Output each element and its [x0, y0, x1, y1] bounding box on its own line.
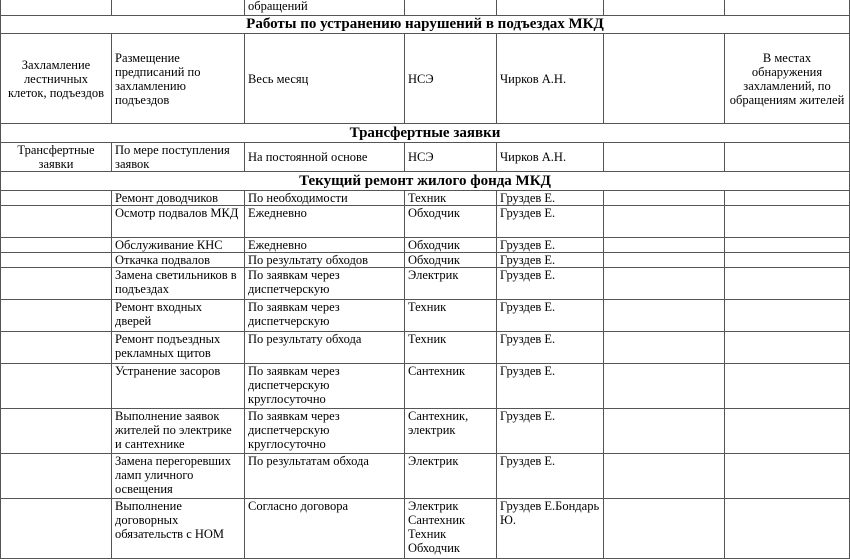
table-cell: По заявкам через диспетчерскую круглосуточно [245, 409, 405, 454]
table-cell [604, 332, 725, 364]
table-cell: Согласно договора [245, 499, 405, 559]
table-row [1, 34, 850, 124]
table-cell: Электрик [405, 454, 497, 499]
section-header [1, 124, 850, 143]
table-cell [604, 206, 725, 238]
table-cell: Груздев Е. [497, 300, 604, 332]
table-cell [1, 253, 112, 268]
table-cell: Ежедневно [245, 238, 405, 253]
table-cell: По результату обхода [245, 332, 405, 364]
table-cell: По необходимости [245, 191, 405, 206]
table-cell [1, 300, 112, 332]
table-cell: Груздев Е. [497, 191, 604, 206]
table-cell: Техник [405, 332, 497, 364]
table-cell: обращений [245, 0, 405, 16]
table-row [1, 206, 850, 238]
table-row [1, 364, 850, 409]
table-cell [725, 300, 850, 332]
table-cell: Груздев Е. [497, 238, 604, 253]
table-cell [604, 364, 725, 409]
table-cell: Обходчик [405, 206, 497, 238]
table-row [1, 268, 850, 300]
table-cell: Обходчик [405, 253, 497, 268]
table-cell: Замена перегоревших ламп уличного освещения [112, 454, 245, 499]
table-cell: Груздев Е. [497, 268, 604, 300]
table-cell: Замена светильников в подъездах [112, 268, 245, 300]
table-cell: Электрик Сантехник Техник Обходчик [405, 499, 497, 559]
table-row [1, 0, 850, 16]
table-row [1, 300, 850, 332]
table-cell: Устранение засоров [112, 364, 245, 409]
table-row [1, 191, 850, 206]
table-cell: НСЭ [405, 143, 497, 172]
table-cell: Весь месяц [245, 34, 405, 124]
table-row [1, 238, 850, 253]
table-cell: Осмотр подвалов МКД [112, 206, 245, 238]
table-cell [725, 191, 850, 206]
table-cell [1, 499, 112, 559]
table-cell [1, 206, 112, 238]
table-cell: Откачка подвалов [112, 253, 245, 268]
table-cell: Груздев Е. [497, 364, 604, 409]
table-cell: Чирков А.Н. [497, 143, 604, 172]
table-cell: Размещение предписаний по захламлению подъездов [112, 34, 245, 124]
table-cell: Ремонт входных дверей [112, 300, 245, 332]
table-cell [604, 238, 725, 253]
table-row [1, 409, 850, 454]
table-cell [725, 238, 850, 253]
section-header [1, 172, 850, 191]
table-cell [604, 454, 725, 499]
table-cell [725, 268, 850, 300]
table-cell: Обслуживание КНС [112, 238, 245, 253]
table-cell: Электрик [405, 268, 497, 300]
table-row [1, 454, 850, 499]
table-cell: Техник [405, 191, 497, 206]
table-cell: Обходчик [405, 238, 497, 253]
table-row [1, 332, 850, 364]
table-cell [725, 253, 850, 268]
table-cell: На постоянной основе [245, 143, 405, 172]
section-header [1, 16, 850, 34]
table-cell [725, 206, 850, 238]
section-title: Текущий ремонт жилого фонда МКД [1, 172, 850, 191]
table-cell: Ремонт подъездных рекламных щитов [112, 332, 245, 364]
table-cell [604, 300, 725, 332]
table-cell [725, 499, 850, 559]
table-cell: Выполнение заявок жителей по электрике и сантехнике [112, 409, 245, 454]
table-cell [725, 143, 850, 172]
table-row [1, 499, 850, 559]
table-cell: В местах обнаружения захламлений, по обращениям жителей [725, 34, 850, 124]
table-cell [1, 332, 112, 364]
table-cell: Сантехник, электрик [405, 409, 497, 454]
table-cell: Груздев Е. [497, 332, 604, 364]
table-cell: По заявкам через диспетчерскую [245, 268, 405, 300]
table-cell: По мере поступления заявок [112, 143, 245, 172]
table-cell: Захламление лестничных клеток, подъездов [1, 34, 112, 124]
table-cell [604, 499, 725, 559]
table-cell: Груздев Е.Бондарь Ю. [497, 499, 604, 559]
table-cell [604, 268, 725, 300]
table-cell: Сантехник [405, 364, 497, 409]
table-cell [1, 454, 112, 499]
table-cell [604, 191, 725, 206]
table-cell: Ежедневно [245, 206, 405, 238]
table-cell: НСЭ [405, 34, 497, 124]
table-cell: По заявкам через диспетчерскую [245, 300, 405, 332]
table-cell [725, 409, 850, 454]
table-cell [604, 143, 725, 172]
table-cell [604, 34, 725, 124]
table-cell [725, 332, 850, 364]
table-cell: Чирков А.Н. [497, 34, 604, 124]
table-cell: Трансфертные заявки [1, 143, 112, 172]
table-cell: Груздев Е. [497, 409, 604, 454]
section-title: Работы по устранению нарушений в подъездах МКД [1, 16, 850, 34]
table-cell: Техник [405, 300, 497, 332]
table-cell [604, 253, 725, 268]
table-cell: По результату обходов [245, 253, 405, 268]
table-cell: Груздев Е. [497, 253, 604, 268]
table-cell [1, 191, 112, 206]
table-cell [725, 364, 850, 409]
table-row [1, 143, 850, 172]
table-cell [1, 409, 112, 454]
table-cell [725, 454, 850, 499]
table-cell: По результатам обхода [245, 454, 405, 499]
table-cell: Груздев Е. [497, 454, 604, 499]
table-cell [1, 238, 112, 253]
table-cell [1, 364, 112, 409]
table-row [1, 253, 850, 268]
table-cell: По заявкам через диспетчерскую круглосуточно [245, 364, 405, 409]
table-cell: Выполнение договорных обязательств с НОМ [112, 499, 245, 559]
table-cell [1, 268, 112, 300]
section-title: Трансфертные заявки [1, 124, 850, 143]
table-cell: Груздев Е. [497, 206, 604, 238]
table-cell [604, 409, 725, 454]
table-cell: Ремонт доводчиков [112, 191, 245, 206]
